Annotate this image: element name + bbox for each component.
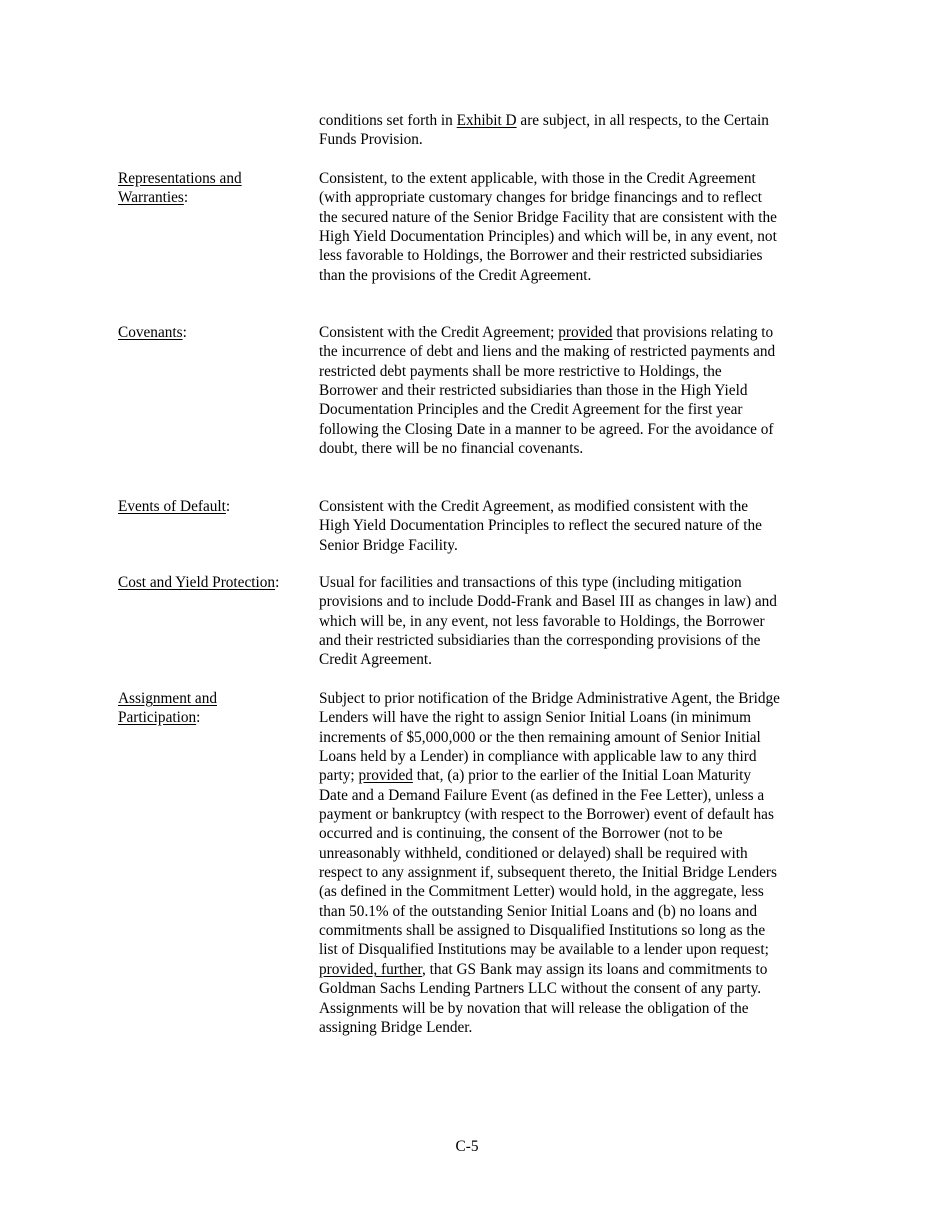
section-text-covenants: Consistent with the Credit Agreement; provided that provisions relating to the incurrence of debt and liens and the making of restricted payments and restricted debt payments shall be more restrictive to Holdings, the Borrower and their restricted subsidiaries than those in the High Yield Documentation Principles and the Credit Agreement for the first year following the Closing Date in a manner to be agreed. For the avoidance of doubt, there will be no financial covenants. (319, 324, 776, 458)
page-number: C-5 (455, 1138, 479, 1155)
section-label-events-of-default: Events of Default: (118, 498, 231, 515)
continuation-paragraph: conditions set forth in Exhibit D are subject, in all respects, to the Certain Funds Provision. (319, 112, 769, 149)
provided-term: provided (558, 324, 613, 341)
section-text-events-of-default: Consistent with the Credit Agreement, as modified consistent with the High Yield Documentation Principles to reflect the secured nature of the Senior Bridge Facility. (319, 498, 762, 554)
exhibit-reference: Exhibit D (456, 112, 517, 129)
section-label-representations: Representations and Warranties: (118, 170, 242, 207)
section-text-cost-yield: Usual for facilities and transactions of this type (including mitigation provisions and to include Dodd-Frank and Basel III as changes in law) and which will be, in any event, not less favorable to Holdings, the Borrower and their restricted subsidiaries than the corresponding provisions of the Credit Agreement. (319, 574, 777, 669)
section-text-assignment: Subject to prior notification of the Bridge Administrative Agent, the Bridge Lenders will have the right to assign Senior Initial Loans (in minimum increments of $5,000,000 or the then remaining amount of Senior Initial Loans held by a Lender) in compliance with applicable law to any third party; provided that, (a) prior to the earlier of the Initial Loan Maturity Date and a Demand Failure Event (as defined in the Fee Letter), unless a payment or bankruptcy (with respect to the Borrower) event of default has occurred and is continuing, the consent of the Borrower (not to be unreasonably withheld, conditioned or delayed) shall be required with respect to any assignment if, subsequent thereto, the Initial Bridge Lenders (as defined in the Commitment Letter) would hold, in the aggregate, less than 50.1% of the outstanding Senior Initial Loans and (b) no loans and commitments shall be assigned to Disqualified Institutions so long as the list of Disqualified Institutions may be available to a lender upon request; provided, further, that GS Bank may assign its loans and commitments to Goldman Sachs Lending Partners LLC without the consent of any party. Assignments will be by novation that will release the obligation of the assigning Bridge Lender. (319, 690, 780, 1036)
section-label-assignment: Assignment and Participation: (118, 690, 217, 727)
section-label-covenants: Covenants: (118, 324, 187, 341)
section-text-representations: Consistent, to the extent applicable, with those in the Credit Agreement (with appropriate customary changes for bridge financings and to reflect the secured nature of the Senior Bridge Facility that are consistent with the High Yield Documentation Principles) and which will be, in any event, not less favorable to Holdings, the Borrower and their restricted subsidiaries than the provisions of the Credit Agreement. (319, 170, 777, 284)
section-label-cost-yield: Cost and Yield Protection: (118, 574, 280, 591)
provided-further-term: provided, further (319, 960, 423, 978)
provided-term: provided (358, 767, 413, 785)
